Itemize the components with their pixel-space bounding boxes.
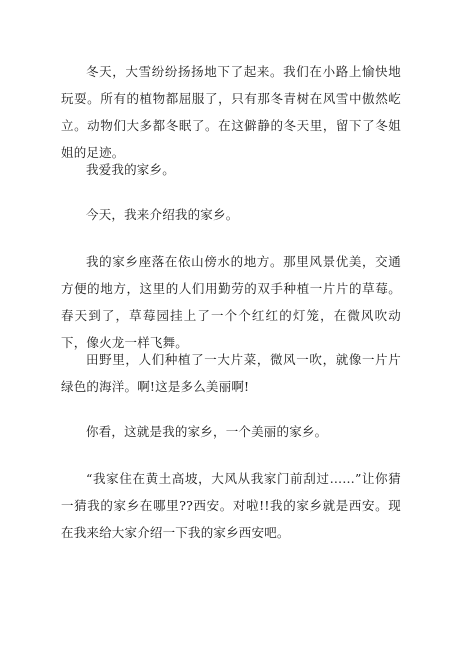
paragraph-winter: 冬天，大雪纷纷扬扬地下了起来。我们在小路上愉快地玩耍。所有的植物都屈服了，只有那冬青树在风雪中傲然屹立。动物们大多都冬眠了。在这僻静的冬天里，留下了冬姐姐的足迹。 [61,64,401,160]
paragraph-introduce-hometown: 今天，我来介绍我的家乡。 [86,207,239,222]
paragraph-hometown-scenery: 我的家乡座落在依山傍水的地方。那里风景优美，交通方便的地方，这里的人们用勤劳的双手种植一片片的草莓。春天到了，草莓园挂上了一个个红红的灯笼，在微风吹动下，像火龙一样飞舞。 [61,254,401,350]
paragraph-beautiful-hometown: 你看，这就是我的家乡，一个美丽的家乡。 [86,424,328,439]
paragraph-fields: 田野里，人们种植了一大片菜，微风一吹，就像一片片绿色的海洋。啊!这是多么美丽啊! [61,352,401,394]
paragraph-xian: “我家住在黄土高坡，大风从我家门前刮过……”让你猜一猜我的家乡在哪里??西安。对啦!!我的家乡就是西安。现在我来给大家介绍一下我的家乡西安吧。 [61,471,401,540]
paragraph-love-hometown: 我爱我的家乡。 [86,162,175,177]
